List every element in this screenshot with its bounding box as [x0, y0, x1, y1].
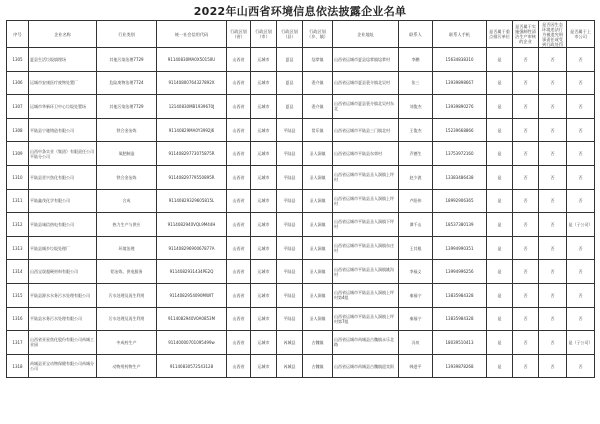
column-header: 是否属于重点排污单位: [487, 21, 513, 48]
table-cell: 运城市: [251, 213, 277, 237]
table-cell: 是: [487, 95, 513, 119]
table-cell: 山西省: [227, 331, 251, 355]
table-cell: 王其根: [399, 236, 433, 260]
table-cell: 运城市: [251, 165, 277, 189]
table-cell: 否: [539, 165, 567, 189]
table-cell: 15239668866: [433, 118, 487, 142]
table-cell: 山西省亚星焦化股份有限公司芮城工业园: [29, 331, 97, 355]
table-row: [7, 142, 595, 166]
table-cell: 否: [539, 71, 567, 95]
table-cell: 否: [513, 71, 539, 95]
table-cell: 否: [567, 307, 595, 331]
table-cell: 山西省: [227, 165, 251, 189]
table-cell: 平陆县城乡垃圾处理厂: [29, 236, 97, 260]
table-cell: 否: [567, 48, 595, 72]
table-cell: 山西省: [227, 236, 251, 260]
table-cell: 运城市: [251, 307, 277, 331]
table-cell: 平陆县: [277, 189, 303, 213]
table-cell: 否: [539, 213, 567, 237]
table-cell: 山西省运城市平陆县圣人涧镇上坪村第4组: [333, 283, 399, 307]
table-cell: 山西省运城市平陆县圣人涧镇姚沟村: [333, 260, 399, 284]
table-cell: 热力生产与供应: [97, 213, 157, 237]
table-cell: 圣人涧镇: [303, 213, 333, 237]
table-cell: 否: [513, 165, 539, 189]
table-cell: 圣人涧镇: [303, 307, 333, 331]
column-header: 序号: [7, 21, 29, 48]
table-cell: 1313: [7, 236, 29, 260]
table-cell: 危险废物治理7724: [97, 71, 157, 95]
table-cell: 秦福宁: [399, 307, 433, 331]
table-cell: 夏县: [277, 71, 303, 95]
table-row: [7, 48, 595, 72]
table-cell: 是: [487, 48, 513, 72]
table-cell: 是: [487, 71, 513, 95]
table-cell: 否: [567, 142, 595, 166]
table-cell: 夏县: [277, 95, 303, 119]
table-cell: 否: [539, 142, 567, 166]
table-cell: 运城市: [251, 236, 277, 260]
table-cell: 9114082940V0A0853M: [157, 307, 227, 331]
table-cell: 1310: [7, 165, 29, 189]
table-row: [7, 213, 595, 237]
table-row: [7, 283, 595, 307]
table-row: [7, 118, 595, 142]
column-header: 企业名称: [29, 21, 97, 48]
table-cell: 否: [539, 354, 567, 378]
column-header: 行政区划（县）: [277, 21, 303, 48]
column-header: 是否因生态环境违法行为被追究刑事责任或受到行政处罚: [539, 21, 567, 48]
table-cell: 15634838310: [433, 48, 487, 72]
table-cell: 铁合金冶炼: [97, 165, 157, 189]
table-cell: 山西省: [227, 48, 251, 72]
table-cell: 1305: [7, 48, 29, 72]
table-cell: 否: [513, 331, 539, 355]
table-cell: 中成药生产: [97, 331, 157, 355]
table-cell: 秦福宁: [399, 283, 433, 307]
table-cell: 否: [539, 260, 567, 284]
table-cell: 否: [567, 118, 595, 142]
column-header: 企业地址: [333, 21, 399, 48]
table-cell: 圣人涧镇: [303, 283, 333, 307]
table-cell: 否: [567, 95, 595, 119]
table-cell: 13835984328: [433, 283, 487, 307]
table-row: [7, 236, 595, 260]
table-cell: 13939898667: [433, 71, 487, 95]
table-cell: 运城市: [251, 189, 277, 213]
column-header: 行业类别: [97, 21, 157, 48]
table-cell: 污水处理及再生利用: [97, 283, 157, 307]
table-cell: 13994990351: [433, 236, 487, 260]
column-header: 是否属于上市公司: [567, 21, 595, 48]
table-cell: 韩进平: [399, 354, 433, 378]
table-cell: 圣人涧镇: [303, 189, 333, 213]
table-cell: 合成: [97, 189, 157, 213]
table-cell: 是: [487, 118, 513, 142]
table-cell: 是: [487, 189, 513, 213]
table-cell: 1307: [7, 95, 29, 119]
table-cell: 是: [487, 213, 513, 237]
table-cell: 王俊杰: [399, 118, 433, 142]
table-cell: 芮城县: [277, 331, 303, 355]
table-cell: 运城市: [251, 283, 277, 307]
table-cell: 13835984328: [433, 307, 487, 331]
table-cell: 常乐镇: [303, 118, 333, 142]
table-cell: 18992906365: [433, 189, 487, 213]
table-cell: 氧肥制造: [97, 142, 157, 166]
table-cell: 平陆县: [277, 307, 303, 331]
table-cell: 91140829MA0Y3992J6: [157, 118, 227, 142]
table-cell: 否: [539, 118, 567, 142]
table-cell: 芮城县: [277, 354, 303, 378]
table-cell: 91140829690067877A: [157, 236, 227, 260]
column-header: 行政区划（乡、镇）: [303, 21, 333, 48]
table-cell: 否: [567, 189, 595, 213]
table-cell: 动物用药物生产: [97, 354, 157, 378]
table-cell: 山西省运城市平陆县三门镇北村: [333, 118, 399, 142]
table-cell: 13383486438: [433, 165, 487, 189]
table-cell: 9114082940VQL9M44H: [157, 213, 227, 237]
table-cell: 山西省运城市夏县裴介镇北吴村: [333, 71, 399, 95]
table-cell: 山西省: [227, 189, 251, 213]
table-cell: 否: [513, 354, 539, 378]
table-cell: 否: [513, 307, 539, 331]
table-cell: 平陆县: [277, 142, 303, 166]
table-cell: 刘俊杰: [399, 95, 433, 119]
table-cell: 是: [487, 331, 513, 355]
table-row: [7, 307, 595, 331]
table-cell: 1314: [7, 260, 29, 284]
table-cell: 是（子公司）: [567, 331, 595, 355]
table-cell: 山西省: [227, 354, 251, 378]
table-cell: 13939878268: [433, 354, 487, 378]
table-cell: 否: [513, 48, 539, 72]
table-cell: 山西省运城市平陆县圣人涧镇上坪村: [333, 165, 399, 189]
column-header: 联系人: [399, 21, 433, 48]
table-row: [7, 165, 595, 189]
table-cell: 运城市: [251, 71, 277, 95]
table-cell: 否: [539, 236, 567, 260]
table-row: [7, 354, 595, 378]
table-cell: 1315: [7, 283, 29, 307]
table-cell: 铝冶炼、供电服务: [97, 260, 157, 284]
table-cell: 运城市: [251, 260, 277, 284]
header-row: [7, 21, 595, 48]
table-cell: 否: [513, 95, 539, 119]
table-cell: 其他污染治理7729: [97, 48, 157, 72]
table-cell: 山西省: [227, 260, 251, 284]
table-cell: 91140829329605815L: [157, 189, 227, 213]
table-cell: 否: [539, 95, 567, 119]
table-cell: 圣人涧镇: [303, 260, 333, 284]
table-cell: 否: [567, 71, 595, 95]
table-cell: 山西省运城市平陆县圣人涧镇东庄村: [333, 236, 399, 260]
table-cell: 赵少波: [399, 165, 433, 189]
table-cell: 山西省运城市平陆县圣人涧镇下坪村: [333, 213, 399, 237]
table-cell: 运城市: [251, 48, 277, 72]
table-cell: 运城市华新环卫中心垃圾处置场: [29, 95, 97, 119]
table-cell: 山西省运城市芮城县古魏镇永乐北路: [333, 331, 399, 355]
table-cell: 平陆县晋兴焦化有限公司: [29, 165, 97, 189]
table-cell: 李鹏: [399, 48, 433, 72]
table-cell: 是: [487, 283, 513, 307]
table-cell: 否: [513, 189, 539, 213]
table-cell: 1312: [7, 213, 29, 237]
table-cell: 山西省: [227, 307, 251, 331]
table-cell: 否: [539, 189, 567, 213]
table-cell: 山西省: [227, 142, 251, 166]
table-cell: 12140830MB1939670J: [157, 95, 227, 119]
table-cell: 否: [513, 142, 539, 166]
table-cell: 运城市: [251, 95, 277, 119]
table-cell: 平陆县水务污水处理有限公司: [29, 307, 97, 331]
table-cell: 13753972160: [433, 142, 487, 166]
table-cell: 圣人涧镇: [303, 165, 333, 189]
table-cell: 山西省运城市夏县裴介镇北吴村东北: [333, 95, 399, 119]
table-cell: 否: [513, 260, 539, 284]
table-cell: 13994996256: [433, 260, 487, 284]
table-cell: 裴介镇: [303, 71, 333, 95]
table-cell: 山西省运城市夏县埝掌镇埝掌村: [333, 48, 399, 72]
table-cell: 夏县: [277, 48, 303, 72]
table-cell: 1311: [7, 189, 29, 213]
table-cell: 山西省: [227, 95, 251, 119]
table-cell: 是: [487, 260, 513, 284]
table-cell: 古魏镇: [303, 354, 333, 378]
table-cell: 91140830572543128: [157, 354, 227, 378]
table-cell: 18039510413: [433, 331, 487, 355]
table-cell: 1318: [7, 354, 29, 378]
table-cell: 1306: [7, 71, 29, 95]
table-cell: 山西中条实业（集团）有限责任公司平陆分公司: [29, 142, 97, 166]
table-cell: 平陆县: [277, 165, 303, 189]
table-cell: 否: [567, 165, 595, 189]
table-cell: 否: [567, 283, 595, 307]
table-cell: 1308: [7, 118, 29, 142]
table-cell: 山西省运城市平陆县圣人涧镇上坪村: [333, 189, 399, 213]
column-header: 行政区划（省）: [227, 21, 251, 48]
table-cell: 李福义: [399, 260, 433, 284]
table-cell: 圣人涧镇: [303, 236, 333, 260]
table-cell: 是: [487, 142, 513, 166]
table-cell: 否: [539, 331, 567, 355]
table-cell: 91140829779550895R: [157, 165, 227, 189]
table-cell: 山西省: [227, 118, 251, 142]
column-header: 行政区划（市）: [251, 21, 277, 48]
table-cell: 山西省: [227, 213, 251, 237]
table-cell: 平陆县: [277, 283, 303, 307]
table-row: [7, 260, 595, 284]
table-cell: 运城市: [251, 331, 277, 355]
table-cell: 裴介镇: [303, 95, 333, 119]
table-cell: 否: [513, 283, 539, 307]
table-cell: 夏县生活垃圾填埋场: [29, 48, 97, 72]
page-title: 2022年山西省环境信息依法披露企业名单: [193, 5, 407, 18]
column-header: 联系人手机: [433, 21, 487, 48]
enterprise-table: [6, 20, 595, 378]
table-cell: 平陆县: [277, 213, 303, 237]
table-cell: 山西省运城市平陆县东郊村: [333, 142, 399, 166]
table-cell: 否: [539, 307, 567, 331]
table-cell: 平陆县诚信热电有限公司: [29, 213, 97, 237]
table-cell: 13939890276: [433, 95, 487, 119]
table-cell: 1317: [7, 331, 29, 355]
column-header: 统一社会信用代码: [157, 21, 227, 48]
table-cell: 平陆县: [277, 236, 303, 260]
table-cell: 运城市安康医疗废物处置厂: [29, 71, 97, 95]
table-cell: 运城市: [251, 118, 277, 142]
table-cell: 是（子公司）: [567, 213, 595, 237]
column-header: 是否属于实施强制性清洁生产审核的企业: [513, 21, 539, 48]
table-cell: 18537380139: [433, 213, 487, 237]
table-cell: 铁合金冶炼: [97, 118, 157, 142]
table-cell: 否: [539, 48, 567, 72]
table-cell: 埝掌镇: [303, 48, 333, 72]
table-cell: 否: [567, 236, 595, 260]
table-cell: 1316: [7, 307, 29, 331]
table-cell: 91140000701095499w: [157, 331, 227, 355]
table-cell: 乔德生: [399, 142, 433, 166]
table-cell: 是: [487, 354, 513, 378]
table-cell: 否: [513, 236, 539, 260]
table-cell: 张三: [399, 71, 433, 95]
table-cell: 9114082954090MWIT: [157, 283, 227, 307]
table-cell: 平陆县: [277, 118, 303, 142]
table-cell: 山西省运城市平陆县圣人涧镇上坪村第7组: [333, 307, 399, 331]
table-cell: 否: [539, 283, 567, 307]
table-cell: 山西省: [227, 283, 251, 307]
table-cell: 是: [487, 165, 513, 189]
table-cell: 谭千山: [399, 213, 433, 237]
table-cell: 山西宝晟超硬材料有限公司: [29, 260, 97, 284]
table-cell: 是: [487, 307, 513, 331]
table-cell: 山西省运城市芮城县古魏镇迎宾街: [333, 354, 399, 378]
table-cell: 是: [487, 236, 513, 260]
table-cell: 山西省: [227, 71, 251, 95]
table-row: [7, 331, 595, 355]
table-cell: 平陆县宁驰铸造有限公司: [29, 118, 97, 142]
table-cell: 古魏镇: [303, 331, 333, 355]
table-cell: 卢阳伟: [399, 189, 433, 213]
table-cell: 平陆县源水水务污水处理有限公司: [29, 283, 97, 307]
table-cell: 否: [513, 213, 539, 237]
table-cell: 平陆县: [277, 260, 303, 284]
table-row: [7, 95, 595, 119]
table-cell: 污水处理及再生利用: [97, 307, 157, 331]
table-cell: 运城市: [251, 142, 277, 166]
table-cell: 圣人涧镇: [303, 142, 333, 166]
table-cell: 冯泉: [399, 331, 433, 355]
table-cell: 运城市: [251, 354, 277, 378]
table-cell: 91140830MA0X50150U: [157, 48, 227, 72]
table-cell: 1309: [7, 142, 29, 166]
table-cell: 平陆鑫茂化学有限公司: [29, 189, 97, 213]
table-cell: 否: [567, 354, 595, 378]
table-row: [7, 189, 595, 213]
table-cell: 其他污染治理7729: [97, 95, 157, 119]
table-cell: 91140829773075875R: [157, 142, 227, 166]
table-cell: 91140800764327892X: [157, 71, 227, 95]
table-row: [7, 71, 595, 95]
table-cell: 芮城县亚宝动物保健有限公司芮城分公司: [29, 354, 97, 378]
table-cell: 否: [513, 118, 539, 142]
table-cell: 环境治理: [97, 236, 157, 260]
table-cell: 否: [567, 260, 595, 284]
table-cell: 9114082931434PE2Q: [157, 260, 227, 284]
